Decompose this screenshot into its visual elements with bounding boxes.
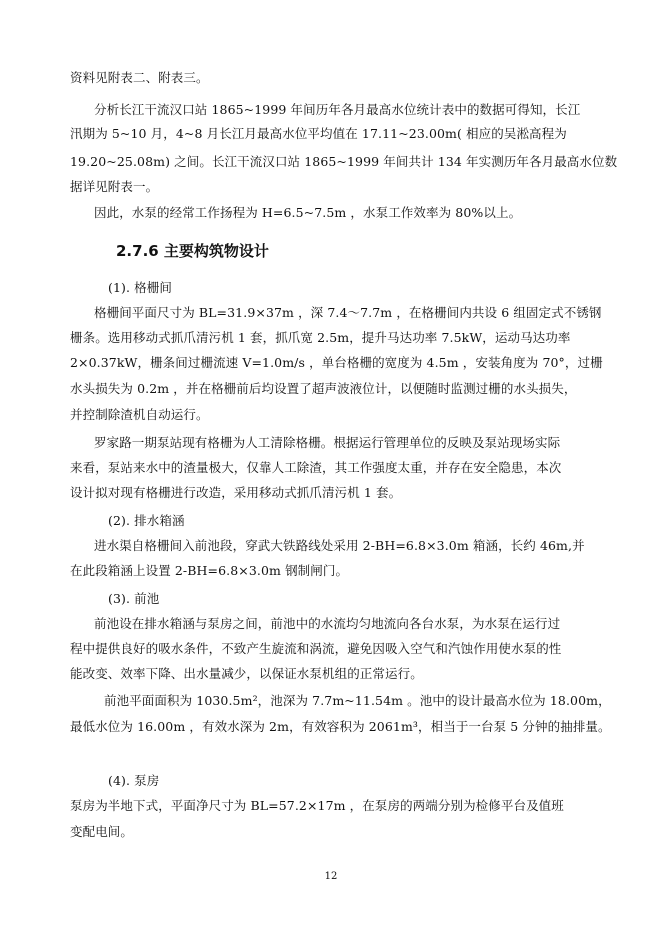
grating-para2-line-1: 罗家路一期泵站现有格栅为人工清除格栅。根据运行管理单位的反映及泵站现场实际 — [94, 435, 561, 450]
forebay-line-2: 程中提供良好的吸水条件，不致产生旋流和涡流，避免因吸入空气和汽蚀作用使水泵的性 — [70, 641, 562, 656]
conclusion-text: 因此，水泵的经常工作扬程为 H=6.5~7.5m ，水泵工作效率为 80%以上。 — [94, 205, 522, 220]
intro-text: 资料见附表二、附表三。 — [70, 70, 209, 85]
analysis-line-1: 分析长江干流汉口站 1865~1999 年间历年各月最高水位统计表中的数据可得知，长江 — [94, 102, 581, 117]
subsection-title-forebay: (3). 前池 — [108, 591, 160, 606]
culvert-line-1: 进水渠自格栅间入前池段，穿武大铁路线处采用 2-BH=6.8×3.0m 箱涵，长约 46m,并 — [94, 538, 585, 553]
forebay-line-3: 能改变、效率下降、出水量减少，以保证水泵机组的正常运行。 — [70, 666, 423, 681]
grating-para2-line-2: 来看，泵站来水中的渣量极大，仅靠人工除渣，其工作强度太重，并存在安全隐患，本次 — [70, 460, 562, 475]
pumphouse-line-2: 变配电间。 — [70, 824, 134, 839]
culvert-line-2: 在此段箱涵上设置 2-BH=6.8×3.0m 钢制闸门。 — [70, 563, 349, 578]
grating-line-5: 并控制除渣机自动运行。 — [70, 407, 209, 422]
grating-line-1: 格栅间平面尺寸为 BL=31.9×37m ，深 7.4～7.7m ，在格栅间内共设 6 组固定式不锈钢 — [94, 305, 602, 320]
forebay-line-1: 前池设在排水箱涵与泵房之间，前池中的水流均匀地流向各台水泵，为水泵在运行过 — [94, 616, 561, 631]
grating-para2-line-3: 设计拟对现有格栅进行改造，采用移动式抓爪清污机 1 套。 — [70, 485, 402, 500]
page-number: 12 — [324, 871, 338, 882]
grating-line-2: 栅条。选用移动式抓爪清污机 1 套，抓爪宽 2.5m，提升马达功率 7.5kW，运动马达功率 — [70, 330, 571, 345]
grating-line-3: 2×0.37kW，栅条间过栅流速 V=1.0m/s ，单台格栅的宽度为 4.5m ，安装角度为 70°，过栅 — [70, 355, 603, 370]
section-heading: 2.7.6 主要构筑物设计 — [116, 242, 269, 260]
grating-line-4: 水头损失为 0.2m ，并在格栅前后均设置了超声波液位计，以便随时监测过栅的水头损失， — [70, 381, 577, 396]
analysis-line-3: 19.20~25.08m) 之间。长江干流汉口站 1865~1999 年间共计 134 年实测历年各月最高水位数 — [70, 154, 618, 169]
analysis-line-2: 汛期为 5~10 月，4~8 月长江月最高水位平均值在 17.11~23.00m( 相应的吴淞高程为 — [70, 126, 567, 141]
forebay-para2-line-1: 前池平面面积为 1030.5m²，池深为 7.7m~11.54m 。池中的设计最高水位为 18.00m， — [104, 693, 611, 708]
forebay-para2-line-2: 最低水位为 16.00m ，有效水深为 2m，有效容积为 2061m³，相当于一台泵 5 分钟的抽排量。 — [70, 719, 611, 734]
subsection-title-pumphouse: (4). 泵房 — [108, 773, 160, 788]
analysis-line-4: 据详见附表一。 — [70, 179, 159, 194]
subsection-title-grating: (1). 格栅间 — [108, 280, 172, 295]
subsection-title-culvert: (2). 排水箱涵 — [108, 513, 185, 528]
pumphouse-line-1: 泵房为半地下式，平面净尺寸为 BL=57.2×17m ，在泵房的两端分别为检修平台及值班 — [70, 798, 564, 813]
